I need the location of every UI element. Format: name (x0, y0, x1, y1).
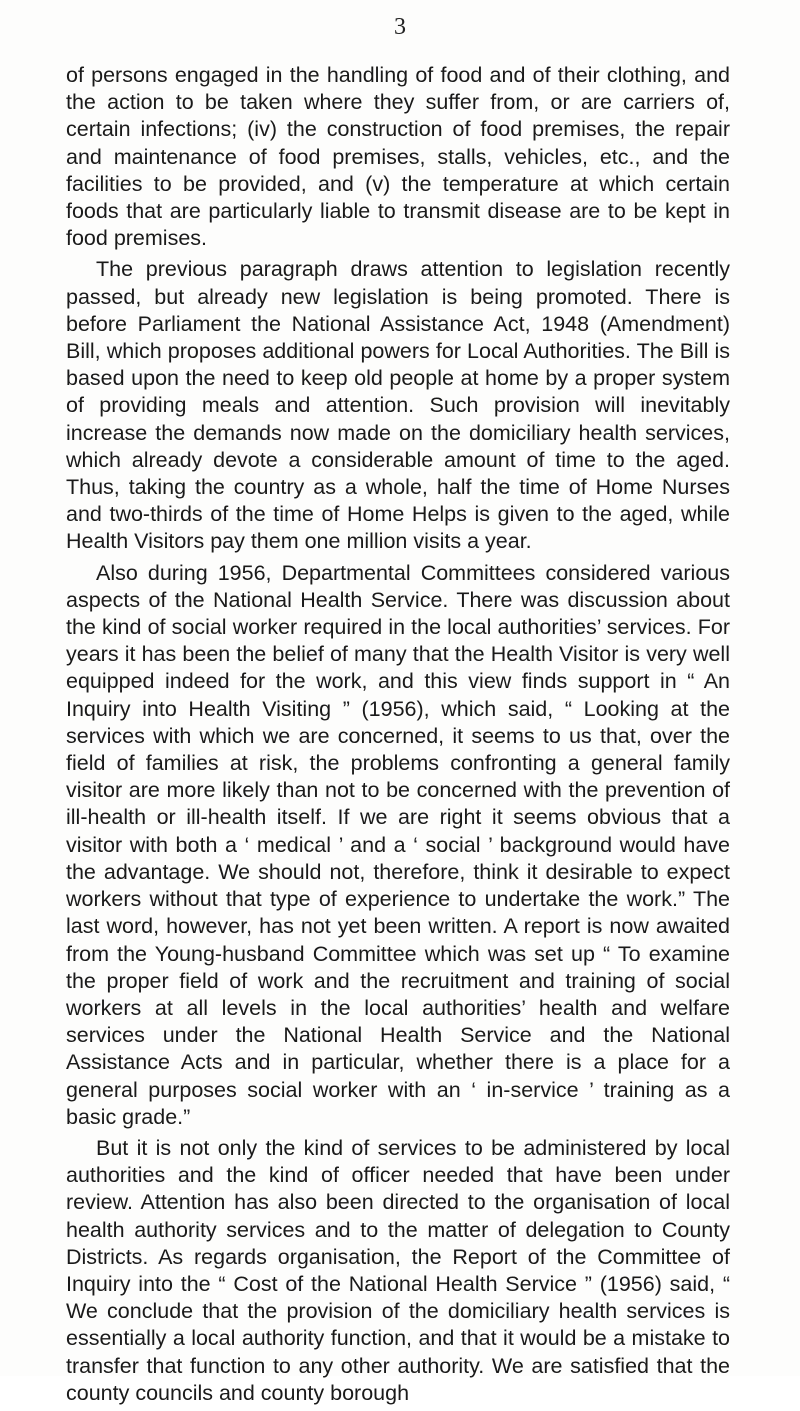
paragraph-legislation: The previous paragraph draws attention to legislation recently passed, but already new legislation is being promoted. There is before Parliament the National Assistance Act, 1948 (Amendment) Bill, which proposes additional powers for Local Authorities. The Bill is based upon the need to keep old people at home by a proper system of providing meals and attention. Such provision will inevitably increase the demands now made on the domiciliary health services, which already devote a considerable amount of time to the aged. Thus, taking the country as a whole, half the time of Home Nurses and two-thirds of the time of Home Helps is given to the aged, while Health Visitors pay them one million visits a year. (66, 257, 730, 554)
body-text (66, 62, 730, 1411)
page-number: 3 (394, 14, 406, 40)
paragraph-departmental-committees: Also during 1956, Departmental Committees considered various aspects of the National Health Service. There was discussion about the kind of social worker required in the local authorities’ services. For years it has been the belief of many that the Health Visitor is very well equipped indeed for the work, and this view finds support in “ An Inquiry into Health Visiting ” (1956), which said, “ Looking at the services with which we are concerned, it seems to us that, over the field of families at risk, the problems confronting a general family visitor are more likely than not to be concerned with the prevention of ill-health or ill-health itself. If we are right it seems obvious that a visitor with both a ‘ medical ’ and a ‘ social ’ background would have the advantage. We should not, therefore, think it desirable to expect workers without that type of experience to undertake the work.” The last word, however, has not yet been written. A report is now awaited from the Young-husband Committee which was set up “ To examine the proper field of work and the recruitment and training of social workers at all levels in the local authorities’ health and welfare services under the National Health Service and the National Assistance Acts and in particular, whether there is a place for a general purposes social worker with an ‘ in-service ’ training as a basic grade.” (66, 560, 730, 1129)
paragraph-organisation: But it is not only the kind of services to be administered by local authorities and the kind of officer needed that have been under review. Attention has also been directed to the organisation of local health authority services and to the matter of delegation to County Districts. As regards organisation, the Report of the Committee of Inquiry into the “ Cost of the National Health Service ” (1956) said, “ We conclude that the provision of the domiciliary health services is essentially a local authority function, and that it would be a mistake to transfer that function to any other authority. We are satisfied that the county councils and county borough (66, 1135, 730, 1405)
paragraph-continuation: of persons engaged in the handling of food and of their clothing, and the action to be taken where they suffer from, or are carriers of, certain infections; (iv) the construction of food premises, the repair and maintenance of food premises, stalls, vehicles, etc., and the facilities to be provided, and (v) the temperature at which certain foods that are particularly liable to transmit disease are to be kept in food premises. (66, 63, 730, 251)
